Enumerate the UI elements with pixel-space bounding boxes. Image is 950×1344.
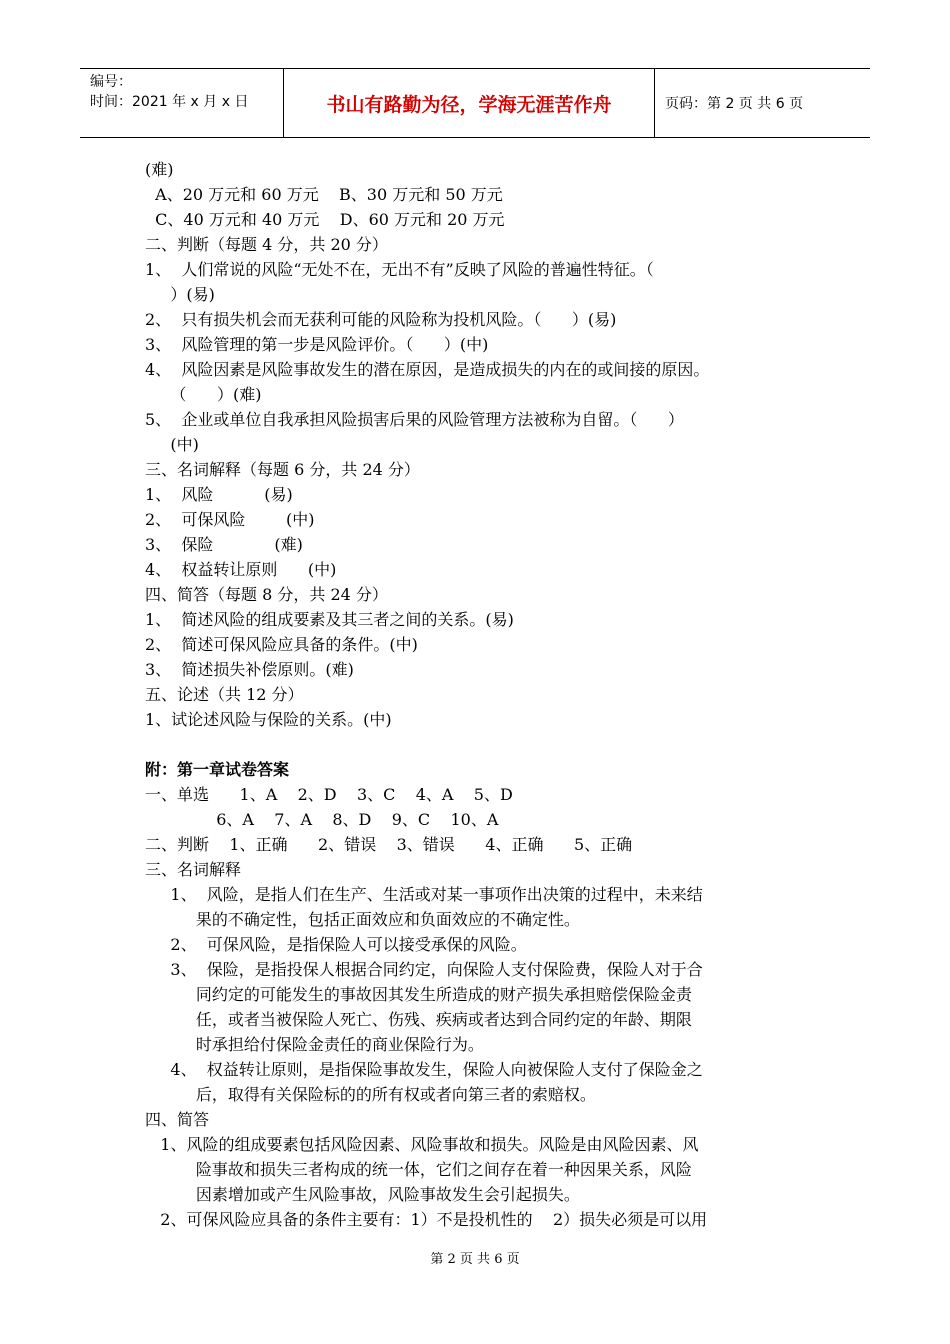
section-heading: 三、名词解释（每题 6 分，共 24 分） — [145, 460, 420, 479]
text-line: 5、 企业或单位自我承担风险损害后果的风险管理方法被称为自留。（ ） — [145, 410, 684, 429]
text-line: 4、 权益转让原则 (中) — [145, 560, 337, 579]
text-line: 1、 人们常说的风险“无处不在，无出不有”反映了风险的普遍性特征。（ — [145, 260, 654, 279]
text-line: （ ）(难) — [145, 385, 262, 404]
answer-line: 时承担给付保险金责任的商业保险行为。 — [145, 1035, 484, 1054]
section-heading: 五、论述（共 12 分） — [145, 685, 304, 704]
section-heading: 二、判断（每题 4 分，共 20 分） — [145, 235, 388, 254]
header-info-cell — [80, 69, 284, 137]
text-line: 3、 风险管理的第一步是风险评价。（ ）(中) — [145, 335, 489, 354]
answers-title: 附：第一章试卷答案 — [145, 760, 290, 779]
answer-line: 2、 可保风险，是指保险人可以接受承保的风险。 — [145, 935, 527, 954]
header-page-label: 页码：第 2 页 共 6 页 — [665, 96, 804, 112]
answer-line: 3、 保险，是指投保人根据合同约定，向保险人支付保险费，保险人对于合 — [145, 960, 703, 979]
answer-line: 1、风险的组成要素包括风险因素、风险事故和损失。风险是由风险因素、风 — [145, 1135, 699, 1154]
header-code-label: 编号： — [90, 74, 132, 90]
text-line: 4、 风险因素是风险事故发生的潜在原因，是造成损失的内在的或间接的原因。 — [145, 360, 710, 379]
answer-line: 6、A 7、A 8、D 9、C 10、A — [145, 810, 499, 829]
answer-line: 一、单选 1、A 2、D 3、C 4、A 5、D — [145, 785, 513, 804]
answer-line: 1、 风险，是指人们在生产、生活或对某一事项作出决策的过程中，未来结 — [145, 885, 703, 904]
text-line: A、20 万元和 60 万元 B、30 万元和 50 万元 — [145, 185, 503, 204]
answer-line: 三、名词解释 — [145, 860, 242, 879]
text-line: 2、 只有损失机会而无获利可能的风险称为投机风险。（ ）(易) — [145, 310, 617, 329]
text-line: C、40 万元和 40 万元 D、60 万元和 20 万元 — [145, 210, 505, 229]
answer-line: 任，或者当被保险人死亡、伤残、疾病或者达到合同约定的年龄、期限 — [145, 1010, 692, 1029]
answer-line: 二、判断 1、正确 2、错误 3、错误 4、正确 5、正确 — [145, 835, 633, 854]
text-line: 1、 简述风险的组成要素及其三者之间的关系。(易) — [145, 610, 514, 629]
section-heading: 四、简答（每题 8 分，共 24 分） — [145, 585, 388, 604]
text-line: (难) — [145, 160, 174, 179]
text-line: ）(易) — [145, 285, 215, 304]
answer-line: 2、可保风险应具备的条件主要有：1）不是投机性的 2）损失必须是可以用 — [145, 1210, 708, 1229]
text-line: 3、 保险 (难) — [145, 535, 303, 554]
header-date-label: 时间：2021 年 x 月 x 日 — [90, 94, 249, 110]
text-line: 2、 可保风险 (中) — [145, 510, 315, 529]
answer-line: 果的不确定性，包括正面效应和负面效应的不确定性。 — [145, 910, 580, 929]
answer-line: 因素增加或产生风险事故，风险事故发生会引起损失。 — [145, 1185, 580, 1204]
answer-line: 险事故和损失三者构成的统一体，它们之间存在着一种因果关系，风险 — [145, 1160, 692, 1179]
page-footer: 第 2 页 共 6 页 — [430, 1252, 520, 1267]
text-line: 3、 简述损失补偿原则。(难) — [145, 660, 354, 679]
text-line: 1、 风险 (易) — [145, 485, 293, 504]
answer-line: 同约定的可能发生的事故因其发生所造成的财产损失承担赔偿保险金责 — [145, 985, 692, 1004]
text-line: 1、试论述风险与保险的关系。(中) — [145, 710, 392, 729]
header-motto: 书山有路勤为径，学海无涯苦作舟 — [284, 69, 655, 137]
answer-line: 4、 权益转让原则，是指保险事故发生，保险人向被保险人支付了保险金之 — [145, 1060, 703, 1079]
answer-line: 后，取得有关保险标的的所有权或者向第三者的索赔权。 — [145, 1085, 596, 1104]
answer-line: 四、简答 — [145, 1110, 210, 1129]
text-line: 2、 简述可保风险应具备的条件。(中) — [145, 635, 418, 654]
text-line: (中) — [145, 435, 199, 454]
page-header-table — [80, 68, 870, 138]
